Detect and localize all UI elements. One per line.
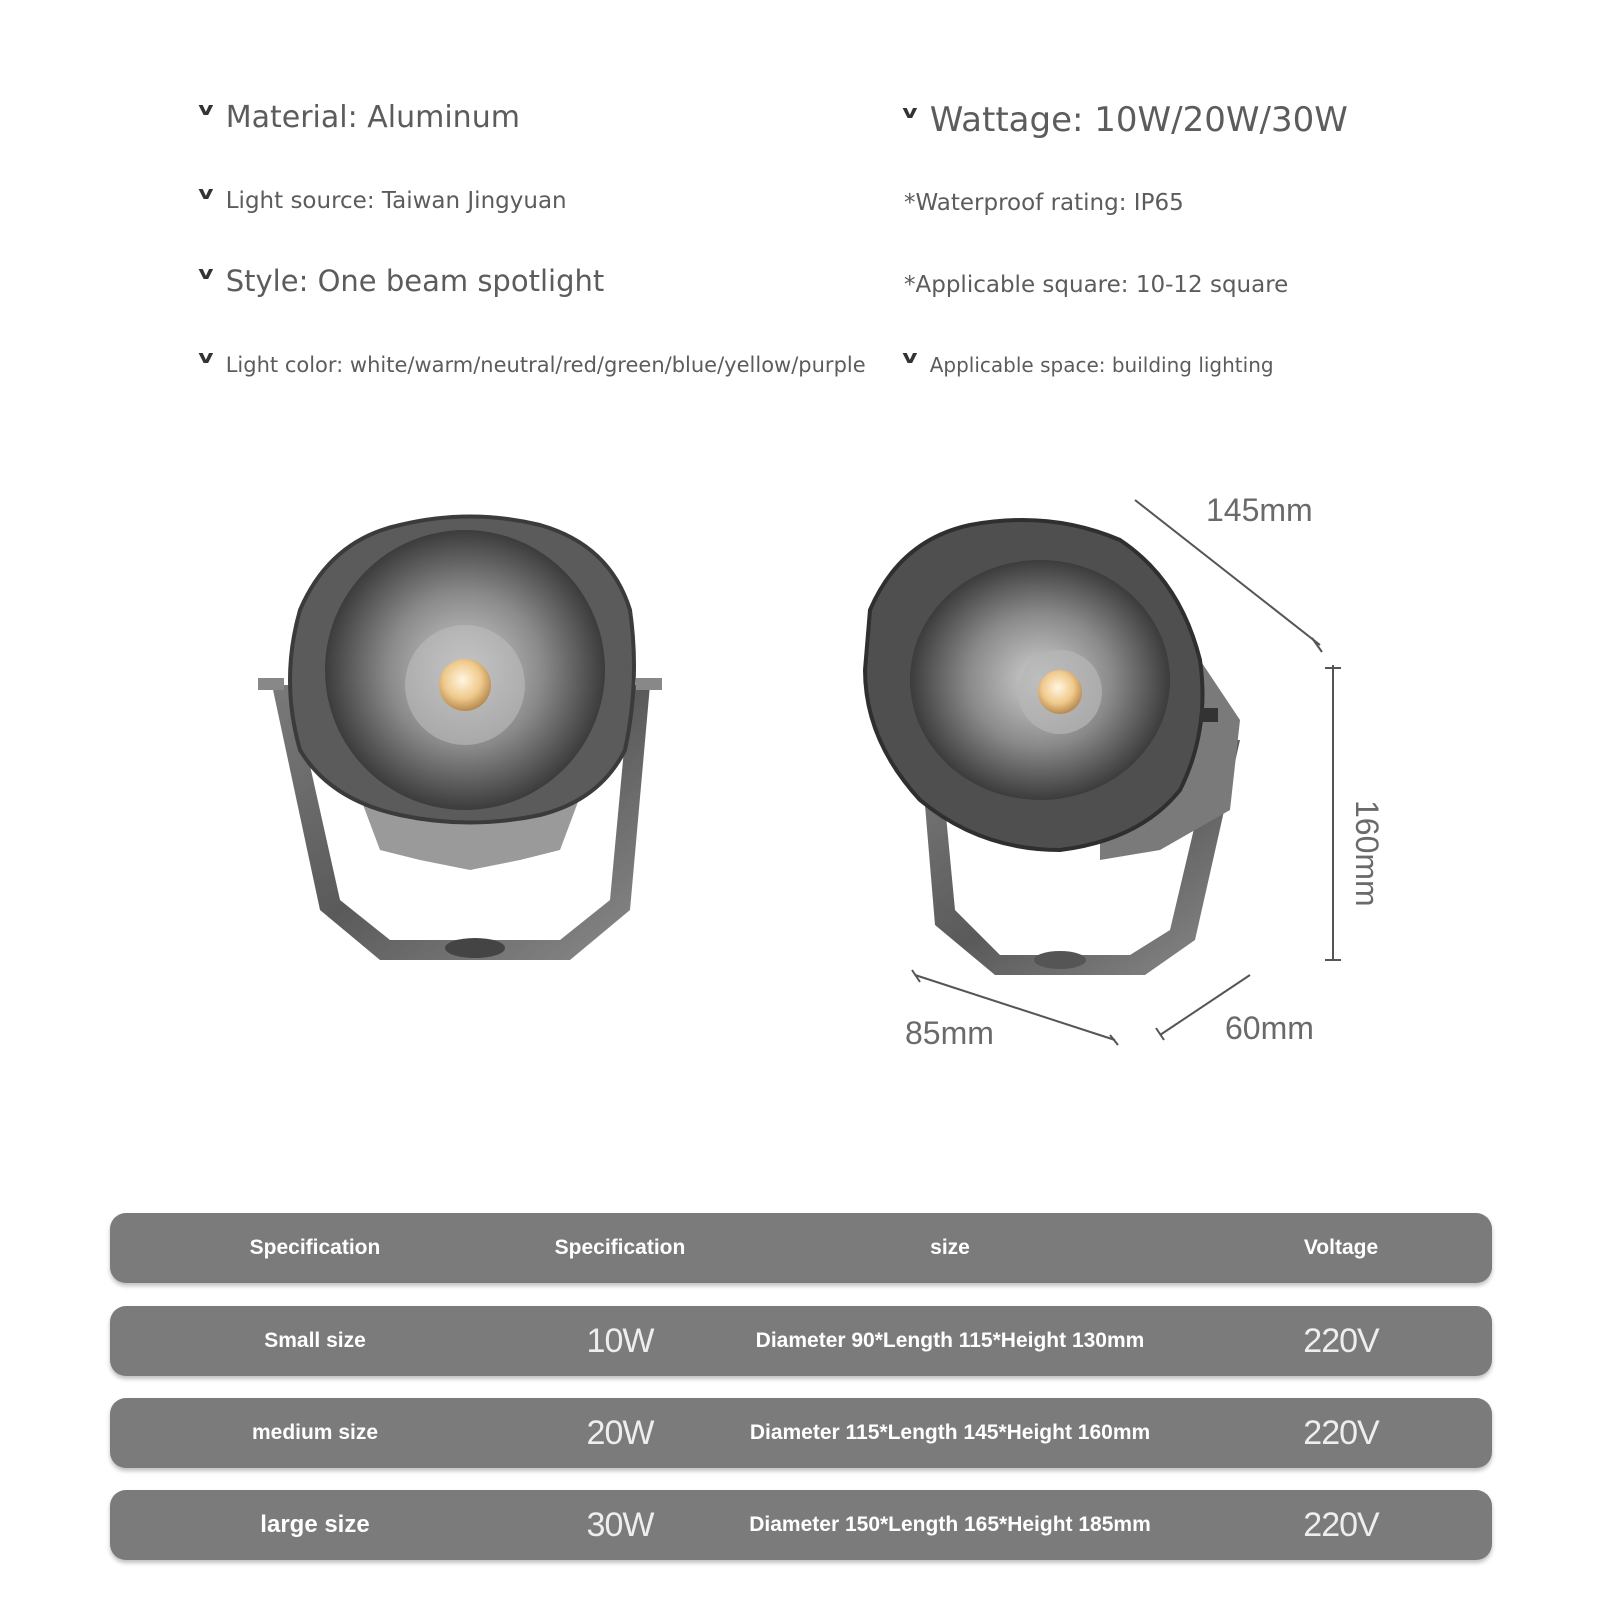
row-size: Diameter 150*Length 165*Height 185mm [749,1513,1151,1536]
row-voltage: 220V [1303,1321,1379,1360]
table-header-cell: Voltage [1303,1236,1379,1259]
spec-applicable-space-text: Applicable space: building lighting [929,353,1274,377]
table-row [110,1398,1492,1468]
table-row [110,1306,1492,1376]
spec-waterproof-text: *Waterproof rating: IP65 [904,190,1184,216]
row-name: medium size [251,1421,379,1444]
spec-light-color [198,346,866,377]
product-images [0,470,1600,1110]
spec-waterproof [904,190,1184,216]
table-header-cell: Specification [554,1236,686,1259]
row-power: 30W [586,1505,654,1544]
spec-light-source [198,182,567,214]
chevron-down-icon: v [198,182,214,204]
spec-material [200,100,520,135]
table-header-cell: size [930,1236,970,1259]
spotlight-front-view [258,517,662,961]
spec-wattage-text: Wattage: 10W/20W/30W [929,100,1348,140]
spec-light-source-text: Light source: Taiwan Jingyuan [225,188,567,214]
chevron-down-icon: v [198,99,214,120]
row-power: 20W [586,1413,654,1452]
row-name: large size [260,1511,370,1538]
chevron-down-icon: v [902,101,918,123]
row-name: Small size [264,1329,366,1352]
chevron-down-icon: v [198,346,214,368]
row-size: Diameter 90*Length 115*Height 130mm [755,1329,1145,1352]
chevron-down-icon: v [902,346,918,368]
table-header-cell: Specification [249,1236,381,1259]
row-size: Diameter 115*Length 145*Height 160mm [749,1421,1151,1444]
spec-wattage [904,100,1348,140]
spec-applicable-space [902,346,1274,377]
dimension-base: 60mm [1225,1010,1314,1046]
spec-applicable-square-text: *Applicable square: 10-12 square [904,272,1289,298]
spec-light-color-text: Light color: white/warm/neutral/red/green/blue/yellow/purple [225,353,866,377]
spec-material-text: Material: Aluminum [225,100,520,135]
chevron-down-icon: v [198,262,214,284]
row-voltage: 220V [1303,1413,1379,1452]
spotlight-illustration [0,470,1600,1110]
dimension-width: 85mm [905,1015,994,1051]
spec-applicable-square [904,272,1288,298]
spec-style [200,264,604,298]
spotlight-angled-view [865,520,1240,975]
table-header-row [110,1213,1492,1283]
spec-style-text: Style: One beam spotlight [225,264,605,298]
dimension-depth: 145mm [1206,492,1313,528]
row-voltage: 220V [1303,1505,1379,1544]
row-power: 10W [586,1321,654,1360]
dimension-height: 160mm [1349,800,1385,907]
table-row [110,1490,1492,1560]
